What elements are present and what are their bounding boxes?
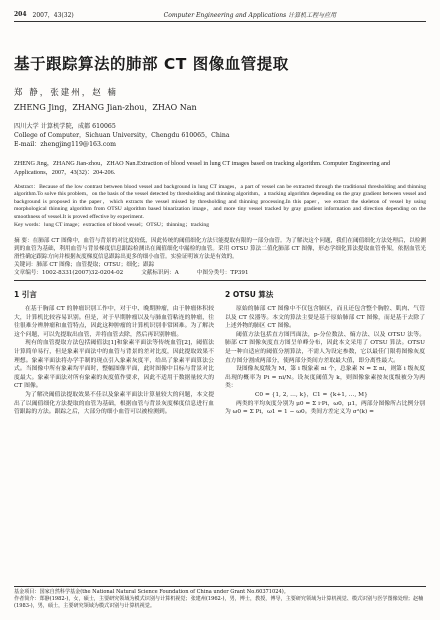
authors-chinese: 郑 静，张建州，赵 楠 [14, 88, 118, 98]
affiliation-english: College of Computer，Sichuan University，Chengdu 610065，China [14, 132, 230, 139]
affiliation-chinese: 四川大学 计算机学院，成都 610065 [14, 123, 116, 130]
author-bio: 作者简介：郑静(1982-)，女，硕士，主要研究领域为模式识别与计算机视觉；张建州(1962-)，男，博士，教授，博导，主要研究领域为计算机视觉、模式识别与医学图像处理；赵楠(1983-)，男，硕士，主要研究领域为模式识别与计算机视觉。 [14, 596, 424, 609]
footnote [14, 586, 426, 610]
equation: C0 = {1, 2, …, k}，C1 = {k+1, …, M} [255, 391, 368, 398]
section-heading-otsu: 2 OTSU 算法 [225, 290, 274, 300]
doc-code: 文献标识码：A [141, 270, 179, 277]
issue-info: 2007，43(32) [32, 12, 74, 19]
journal-name: Computer Engineering and Applications 计算机工程与应用 [163, 12, 337, 19]
paragraph: 两类的平均灰度分别为 μ0 = Σ i·Pi，ω0，μ1，两部分图像所占比例分别为 ω0 = Σ Pi，ω1 = 1 − ω0。类间方差定义为 σ²(k) = [225, 400, 425, 416]
paragraph: 为了解决阈值法提取效果不佳以及象素平面法计算量较大的问题，本文提出了以阈值细化方法提取的血管为基础，根据血管与背景灰度梯度信息进行血管跟踪的方法。跟踪之后，大部分的细小血管可以被检测到。 [14, 391, 214, 416]
paper-title: 基于跟踪算法的肺部 CT 图像血管提取 [14, 55, 289, 73]
paragraph: 阈值方法包括直方图凹面法，p-分位数法、熵方法、以及 OTSU 法等。肺部 CT 图像灰度直方图呈单峰分布，因此本文采用了 OTSU 算法。OTSU 是一种自适应的阈值分割算法，不需人为设定参数，它以最佳门限将图像灰度直方图分割成两部分，使两部分类间方差取最大值，即分离性最大。 [225, 331, 425, 364]
paragraph: 现有的血管提取方法包括阈值法[1]和象素平面法等传统血管[2]，阈值法计算简单易行，但是象素平面法中的血管与背景的差对比度，因此提取效果不理想。象素平面法将办学手制的现点引入象素灰度平，给出了象素平面算法公式。当图像中所有象素均平面时，整幅图像平面，此时图像中目标与背景对比度最大。象素平面法对所有象素的灰度值作要求，因此不适用于数据量较大的 CT 图像。 [14, 340, 214, 390]
divider [14, 280, 426, 281]
authors-english: ZHENG Jing，ZHANG Jian-zhou，ZHAO Nan [14, 103, 197, 112]
affiliation-block [14, 122, 426, 149]
right-column [225, 291, 425, 416]
article-metadata [14, 269, 426, 277]
citation: ZHENG Jing，ZHANG Jian-zhou，ZHAO Nan.Extraction of blood vessel in lung CT images based on tracking algorithm. Computer Engineering and Applications，2007，43(32)：204-206. [14, 160, 391, 176]
abstract-chinese: 摘 要：在肺部 CT 图像中，血管与背景的对比度较低，因此传统的阈值细化方法只能提取有限的一部分血管。为了解决这个问题，我们在阈值细化方法处理后，以检测到的血管为基础，利用血管与背景梯度信息跟踪检测出在阈值细化中漏检的血管。采用 OTSU 算法二值化肺部 CT 图像，形态学细化算法提取血管骨架，依据血管光滑性确定跟踪方向并根据灰度梯度信息跟踪出更多的细小血管。实验证明该方法是有效的。 [14, 238, 426, 261]
keywords-english: Key words：lung CT image；extraction of blood vessel；OTSU；thinning；tracking [14, 222, 210, 229]
paragraph: 原始的肺部 CT 图像中不仅包含肺区，而且还包含整个胸腔、肌肉、气管以及 CT 仪器等。本文的算法主要是基于原始肺部 CT 图像，而是基于去除了上述外物的肺区 CT 图像。 [225, 306, 425, 330]
abstract-english: Abstract：Because of the low contrast between blood vessel and background in lung CT images，a part of vessel can be extracted through the traditional thresholding and thinning algorithm.To solve this problem，on the basis of the vessel detected by thresholding and thinning algorithm，a tracking algorithm depending on the gray gradient between vessel and background is proposed in the paper，which extracts the vessel missed by thresholding and thinning processing.In this paper，we extract the skeleton of vessel by using morphological thinning algorithm from OTSU algorithm based binarization image，and more tiny vessel tracked by gray gradient information and direction depending on the smoothness of vessel.It is proved effective by experiment. [14, 184, 426, 220]
class-number: 中图分类号：TP391 [196, 270, 249, 277]
doc-number: 文章编号：1002-8331(2007)32-0204-02 [14, 270, 124, 277]
left-column [14, 291, 214, 416]
section-heading-intro: 1 引言 [14, 290, 37, 300]
keywords-chinese: 关键词：肺部 CT 图像；血管提取；OTSU；细化；跟踪 [14, 262, 155, 269]
author-email: E-mail：zhengjing119@163.com [14, 141, 116, 148]
running-header [14, 10, 426, 22]
page-number: 204 [14, 11, 27, 18]
body-columns [14, 291, 426, 416]
fund-note: 基金项目：国家自然科学基金(the National Natural Science Foundation of China under Grant No.60371024)。 [14, 589, 289, 595]
paragraph: 在基于胸部 CT 的肿瘤识别工作中，对于中、晚期肿瘤，由于肿瘤体积较大，计算机比较容易识别。但是，对于早期肿瘤以及与肺血管粘连的肿瘤，往往很难分辨肿瘤和血管特点，因此这种肿瘤的计算机识别非常困难。为了解决这个问题，可以先提取出血管，并将血管去除，然后再识别肿瘤。 [14, 306, 214, 338]
paragraph: 设图像灰度级为 M，第 i 级象素 ni 个，总象素 N = Σ ni，则第 i 级灰度出现的概率为 Pi = ni/N。设灰度阈值为 k，则图像象素按灰度级被分为两类： [225, 366, 425, 390]
